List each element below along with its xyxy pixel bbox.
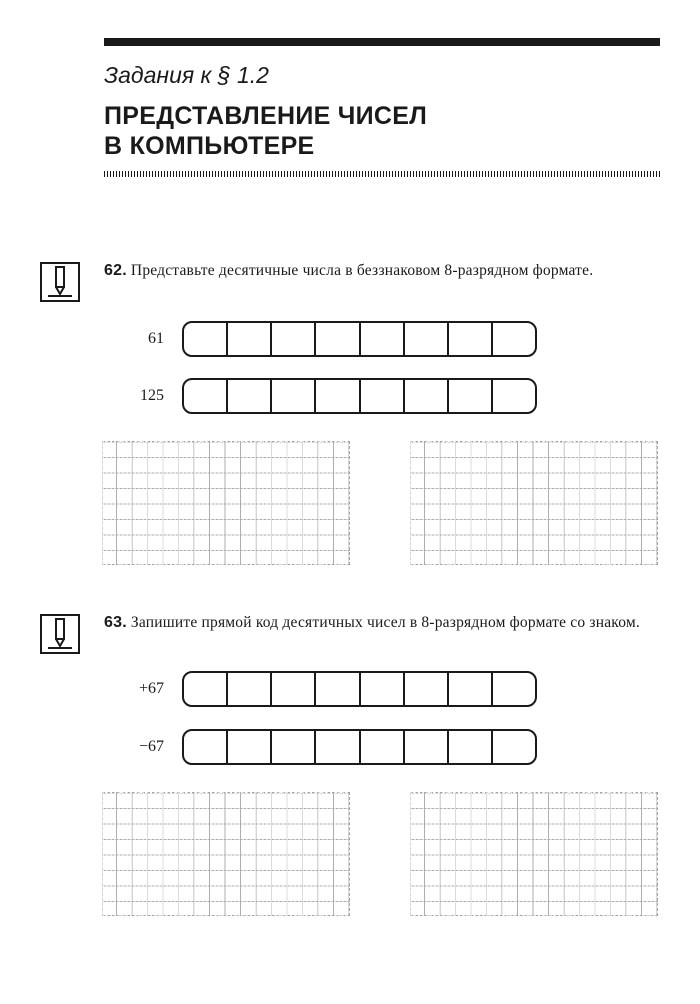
bit-cell[interactable] bbox=[270, 731, 314, 763]
task-63-row-1-label: +67 bbox=[138, 680, 164, 697]
bit-cell[interactable] bbox=[447, 323, 491, 355]
bit-cell[interactable] bbox=[491, 731, 535, 763]
task-63-statement bbox=[104, 612, 660, 634]
task-62-row-2-label: 125 bbox=[140, 387, 164, 404]
bit-cell[interactable] bbox=[314, 673, 358, 705]
bit-cell[interactable] bbox=[491, 380, 535, 412]
bit-cell[interactable] bbox=[447, 731, 491, 763]
task-63-number: 63. bbox=[104, 614, 127, 631]
bit-cell[interactable] bbox=[314, 323, 358, 355]
pencil-write-icon bbox=[40, 262, 80, 302]
bit-cell[interactable] bbox=[184, 380, 226, 412]
bit-cell[interactable] bbox=[226, 323, 270, 355]
bit-cell[interactable] bbox=[270, 380, 314, 412]
bit-cell[interactable] bbox=[226, 731, 270, 763]
bit-cell[interactable] bbox=[403, 731, 447, 763]
grid-dash-overlay bbox=[410, 792, 658, 916]
bit-cell[interactable] bbox=[359, 731, 403, 763]
bit-cell[interactable] bbox=[491, 323, 535, 355]
bit-cell[interactable] bbox=[491, 673, 535, 705]
bit-cell[interactable] bbox=[403, 673, 447, 705]
bit-cell[interactable] bbox=[359, 323, 403, 355]
bit-cell[interactable] bbox=[270, 323, 314, 355]
grid-dash-overlay bbox=[102, 441, 350, 565]
task-63-row-2-label: −67 bbox=[138, 738, 164, 755]
task-62-row-1-bit-cells[interactable] bbox=[182, 321, 537, 357]
grid-dash-overlay bbox=[102, 792, 350, 916]
task-62-row-1-label: 61 bbox=[148, 330, 164, 347]
task-62-row-2-bit-cells[interactable] bbox=[182, 378, 537, 414]
task-62-text: Представьте десятичные числа в беззнаковом 8-разрядном формате. bbox=[130, 262, 594, 279]
pencil-write-icon bbox=[40, 614, 80, 654]
bit-cell[interactable] bbox=[226, 673, 270, 705]
page-title bbox=[104, 101, 427, 161]
bit-cell[interactable] bbox=[314, 380, 358, 412]
page-title-line-1: ПРЕДСТАВЛЕНИЕ ЧИСЕЛ bbox=[104, 102, 428, 130]
header-hatch-rule bbox=[104, 171, 660, 177]
task-63-row-2-bit-cells[interactable] bbox=[182, 729, 537, 765]
bit-cell[interactable] bbox=[184, 673, 226, 705]
bit-cell[interactable] bbox=[359, 673, 403, 705]
bit-cell[interactable] bbox=[270, 673, 314, 705]
header-top-rule bbox=[104, 38, 660, 46]
bit-cell[interactable] bbox=[447, 673, 491, 705]
section-subtitle: Задания к § 1.2 bbox=[104, 62, 269, 88]
bit-cell[interactable] bbox=[403, 380, 447, 412]
page-title-line-2: В КОМПЬЮТЕРЕ bbox=[104, 132, 315, 160]
task-63-text: Запишите прямой код десятичных чисел в 8-разрядном формате со знаком. bbox=[130, 614, 640, 631]
bit-cell[interactable] bbox=[359, 380, 403, 412]
bit-cell[interactable] bbox=[226, 380, 270, 412]
task-63-row-1-bit-cells[interactable] bbox=[182, 671, 537, 707]
bit-cell[interactable] bbox=[447, 380, 491, 412]
task-62-statement bbox=[104, 260, 660, 282]
task-62-number: 62. bbox=[104, 262, 127, 279]
bit-cell[interactable] bbox=[184, 323, 226, 355]
bit-cell[interactable] bbox=[184, 731, 226, 763]
bit-cell[interactable] bbox=[403, 323, 447, 355]
grid-dash-overlay bbox=[410, 441, 658, 565]
bit-cell[interactable] bbox=[314, 731, 358, 763]
